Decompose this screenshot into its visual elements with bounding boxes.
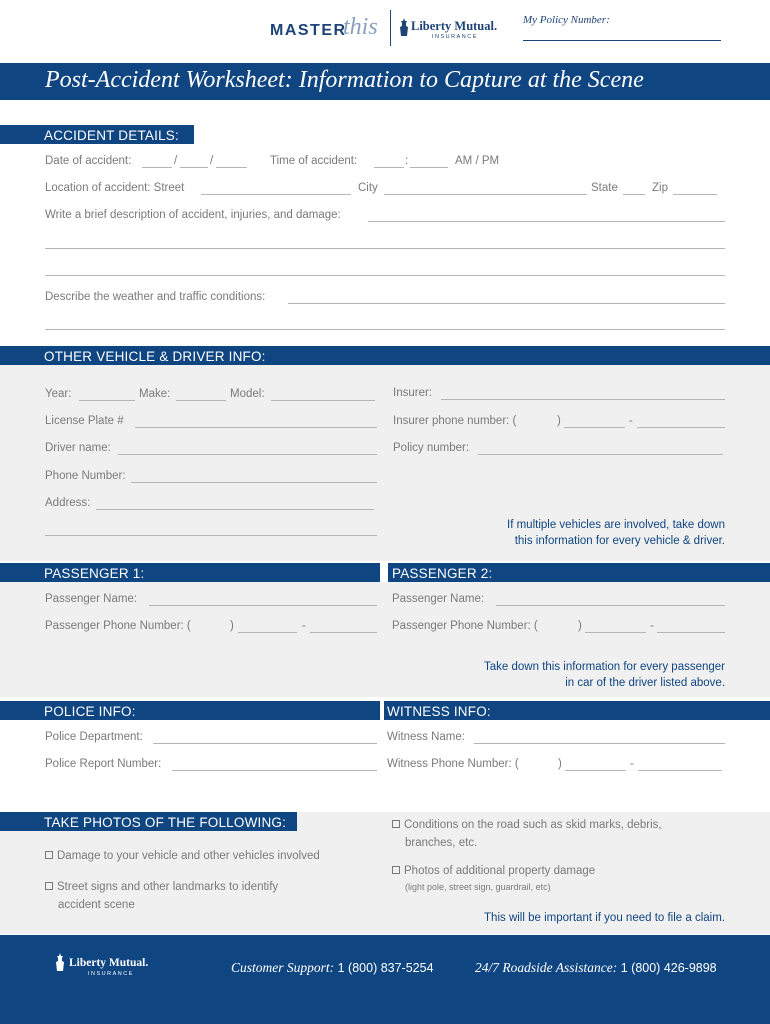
state-field[interactable] [623, 194, 645, 195]
statue-icon [399, 18, 409, 36]
roadside-assistance [475, 960, 717, 976]
customer-support [231, 960, 434, 976]
page-title: Post-Accident Worksheet: Information to Capture at the Scene [45, 67, 644, 93]
date-month-field[interactable] [142, 167, 172, 168]
police-report-field[interactable] [172, 770, 377, 771]
passenger-1-phone-prefix-field[interactable] [238, 632, 297, 633]
passenger-1-phone-label: Passenger Phone Number: ( [45, 620, 191, 632]
policy-number-other-field[interactable] [478, 454, 723, 455]
passenger-2-phone-dash: - [650, 620, 654, 632]
footer-brand-sub: INSURANCE [88, 971, 134, 977]
passenger-1-name-label: Passenger Name: [45, 593, 138, 605]
time-hour-field[interactable] [374, 167, 404, 168]
driver-phone-field[interactable] [131, 482, 377, 483]
address-label: Address: [45, 497, 91, 509]
date-sep-2: / [210, 155, 214, 167]
insurer-phone-label: Insurer phone number: ( [393, 415, 517, 427]
description-label: Write a brief description of accident, injuries, and damage: [45, 209, 341, 221]
date-label: Date of accident: [45, 155, 132, 167]
description-field-2[interactable] [45, 248, 725, 249]
photo-item-signs[interactable] [45, 878, 278, 914]
year-label: Year: [45, 388, 72, 400]
insurer-field[interactable] [441, 399, 725, 400]
brand-partner-sub: INSURANCE [432, 34, 478, 40]
address-field-2[interactable] [45, 535, 377, 536]
zip-field[interactable] [673, 194, 717, 195]
make-label: Make: [139, 388, 171, 400]
passenger-1-phone-suffix-field[interactable] [310, 632, 377, 633]
police-report-label: Police Report Number: [45, 758, 162, 770]
footer-logo [55, 953, 155, 979]
brand-logo [268, 14, 498, 48]
ampm-label: AM / PM [455, 155, 500, 167]
checkbox-icon[interactable] [45, 882, 53, 890]
photos-note: This will be important if you need to file a claim. [484, 912, 725, 924]
photo-item-damage[interactable] [45, 847, 320, 865]
customer-support-label: Customer Support: [231, 960, 335, 975]
photo-item-property[interactable] [392, 862, 595, 894]
photo-item-conditions-label-2: branches, etc. [405, 837, 478, 849]
police-heading: POLICE INFO: [0, 701, 380, 720]
plate-field[interactable] [135, 427, 377, 428]
photo-item-damage-label: Damage to your vehicle and other vehicles involved [57, 850, 320, 862]
insurer-phone-suffix-field[interactable] [637, 427, 725, 428]
roadside-label: 24/7 Roadside Assistance: [475, 960, 618, 975]
brand-divider [390, 10, 391, 46]
driver-name-field[interactable] [118, 454, 377, 455]
passenger-1-heading: PASSENGER 1: [0, 563, 380, 582]
photo-item-property-sub: (light pole, street sign, guardrail, etc) [405, 882, 551, 892]
city-field[interactable] [384, 194, 587, 195]
make-field[interactable] [176, 400, 226, 401]
driver-name-label: Driver name: [45, 442, 111, 454]
weather-field-1[interactable] [288, 303, 725, 304]
checkbox-icon[interactable] [392, 820, 400, 828]
time-sep: : [405, 155, 409, 167]
city-label: City [358, 182, 378, 194]
passenger-note-line-2: in car of the driver listed above. [565, 677, 725, 689]
year-field[interactable] [79, 400, 135, 401]
photo-item-signs-label-1: Street signs and other landmarks to identify [57, 881, 279, 893]
other-vehicle-note-line-2: this information for every vehicle & driver. [514, 535, 725, 547]
passenger-1-phone-close: ) [230, 620, 234, 632]
photo-item-property-label: Photos of additional property damage [404, 865, 596, 877]
witness-phone-suffix-field[interactable] [638, 770, 722, 771]
date-day-field[interactable] [180, 167, 208, 168]
insurer-label: Insurer: [393, 387, 432, 399]
location-label: Location of accident: Street [45, 182, 185, 194]
passenger-2-phone-close: ) [578, 620, 582, 632]
time-minute-field[interactable] [410, 167, 448, 168]
brand-master: MASTER [270, 22, 347, 39]
time-label: Time of accident: [270, 155, 358, 167]
police-department-field[interactable] [153, 743, 377, 744]
witness-name-field[interactable] [474, 743, 725, 744]
roadside-number[interactable]: 1 (800) 426-9898 [620, 961, 717, 975]
header [0, 0, 770, 60]
state-label: State [591, 182, 618, 194]
brand-partner: Liberty Mutual. [411, 19, 498, 33]
witness-name-label: Witness Name: [387, 731, 465, 743]
passenger-2-name-field[interactable] [496, 605, 725, 606]
model-label: Model: [230, 388, 265, 400]
other-vehicle-heading: OTHER VEHICLE & DRIVER INFO: [0, 346, 770, 365]
passenger-note [405, 659, 725, 691]
passenger-1-name-field[interactable] [149, 605, 377, 606]
photo-item-conditions[interactable] [392, 816, 662, 852]
witness-phone-label: Witness Phone Number: ( [387, 758, 519, 770]
passenger-1-phone-dash: - [302, 620, 306, 632]
other-vehicle-note [425, 517, 725, 549]
accident-heading: ACCIDENT DETAILS: [0, 125, 194, 144]
passenger-note-line-1: Take down this information for every passenger [484, 661, 725, 673]
photos-heading: TAKE PHOTOS OF THE FOLLOWING: [0, 812, 297, 831]
passenger-2-phone-suffix-field[interactable] [657, 632, 725, 633]
weather-label: Describe the weather and traffic conditions: [45, 291, 266, 303]
passenger-2-heading: PASSENGER 2: [388, 563, 770, 582]
photo-item-signs-label-2: accident scene [58, 899, 135, 911]
footer-brand: Liberty Mutual. [69, 957, 149, 969]
title-bar [0, 63, 770, 100]
passenger-2-name-label: Passenger Name: [392, 593, 485, 605]
other-vehicle-note-line-1: If multiple vehicles are involved, take down [507, 519, 725, 531]
police-department-label: Police Department: [45, 731, 143, 743]
zip-label: Zip [652, 182, 668, 194]
footer [0, 935, 770, 1024]
address-field-1[interactable] [96, 509, 374, 510]
insurer-phone-dash: - [629, 415, 633, 427]
passenger-2-phone-prefix-field[interactable] [585, 632, 646, 633]
street-field[interactable] [201, 194, 351, 195]
policy-number-field[interactable] [523, 40, 721, 41]
date-sep-1: / [174, 155, 178, 167]
witness-phone-close: ) [558, 758, 562, 770]
brand-this: this [343, 14, 378, 40]
description-field-3[interactable] [45, 275, 725, 276]
checkbox-icon[interactable] [45, 851, 53, 859]
statue-icon [55, 953, 65, 971]
witness-phone-prefix-field[interactable] [565, 770, 626, 771]
model-field[interactable] [271, 400, 375, 401]
insurer-phone-prefix-field[interactable] [564, 427, 625, 428]
driver-phone-label: Phone Number: [45, 470, 126, 482]
witness-phone-dash: - [630, 758, 634, 770]
description-field-1[interactable] [368, 221, 725, 222]
witness-heading: WITNESS INFO: [384, 701, 770, 720]
customer-support-number[interactable]: 1 (800) 837-5254 [337, 961, 434, 975]
weather-field-2[interactable] [45, 329, 725, 330]
insurer-phone-close: ) [557, 415, 561, 427]
plate-label: License Plate # [45, 415, 124, 427]
date-year-field[interactable] [216, 167, 247, 168]
policy-number-label: My Policy Number: [523, 14, 610, 26]
photo-item-conditions-label-1: Conditions on the road such as skid marks, debris, [404, 819, 662, 831]
policy-number-other-label: Policy number: [393, 442, 470, 454]
checkbox-icon[interactable] [392, 866, 400, 874]
passenger-2-phone-label: Passenger Phone Number: ( [392, 620, 538, 632]
